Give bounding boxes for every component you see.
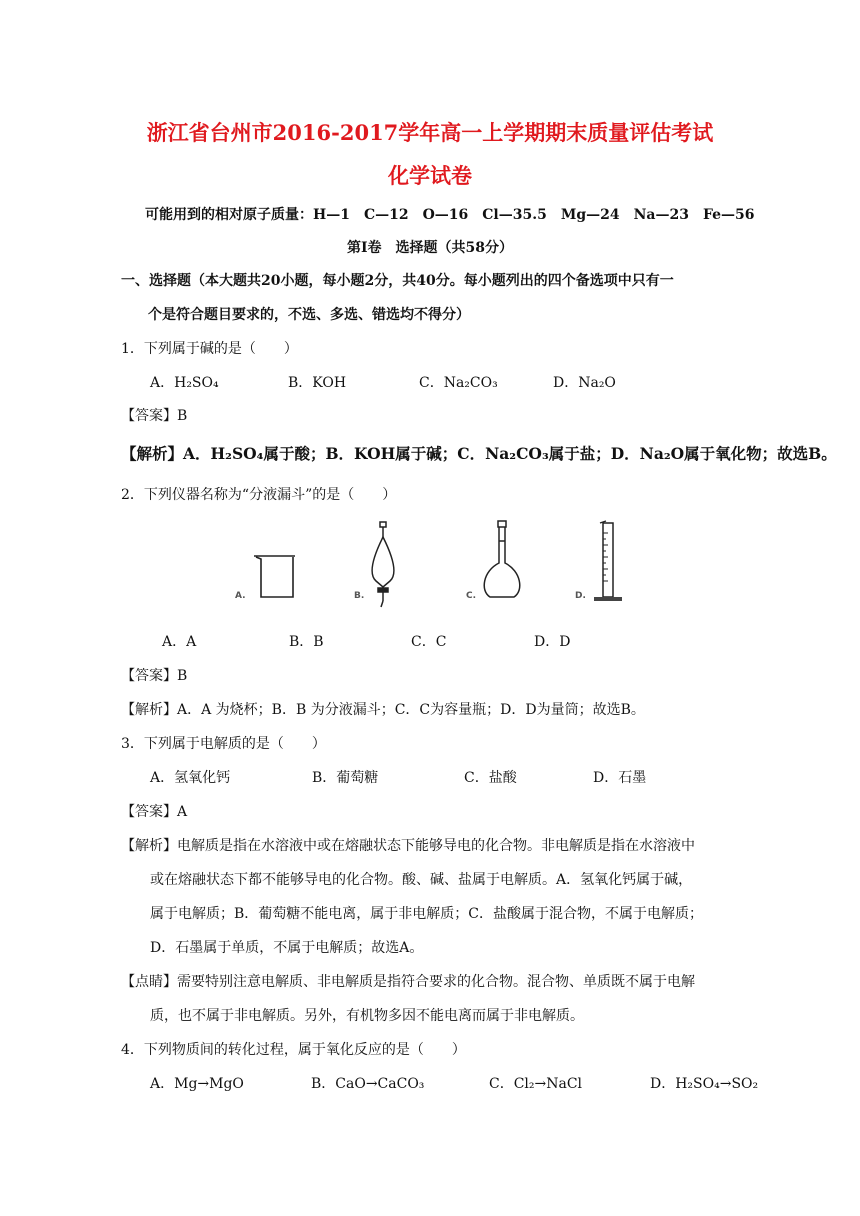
q4-option-c: C．Cl₂→NaCl (489, 1076, 583, 1092)
q3-stem: 3．下列属于电解质的是（ ） (121, 736, 326, 752)
q3-option-d: D．石墨 (593, 770, 647, 786)
q3-option-c: C．盐酸 (464, 770, 517, 786)
atomic-masses-line: 可能用到的相对原子质量：H—1 C—12 O—16 Cl—35.5 Mg—24 Na—23 Fe—56 (145, 207, 755, 223)
q4-option-a: A．Mg→MgO (150, 1076, 244, 1092)
exam-subtitle: 化学试卷 (388, 163, 472, 188)
q1-analysis-text: A．H₂SO₄属于酸；B．KOH属于碱；C．Na₂CO₃属于盐；D．Na₂O属于氧化物；故选B。 (183, 444, 837, 463)
figure-label-a: A. (235, 591, 246, 601)
q1-answer: 【答案】B (121, 408, 188, 424)
q1-option-c: C．Na₂CO₃ (419, 375, 498, 391)
q2-option-b: B．B (289, 634, 324, 650)
q4-option-d: D．H₂SO₄→SO₂ (650, 1076, 759, 1092)
figure-label-d: D. (575, 591, 586, 601)
separatory-funnel-icon (372, 522, 394, 607)
graduated-cylinder-icon (594, 521, 622, 601)
q4-option-b: B．CaO→CaCO₃ (311, 1076, 425, 1092)
q3-tip-line2: 质，也不属于非电解质。另外，有机物多因不能电离而属于非电解质。 (150, 1008, 584, 1024)
part-heading-line1: 一、选择题（本大题共20小题，每小题2分，共40分。每小题列出的四个备选项中只有一 (121, 273, 674, 289)
q2-option-a: A．A (162, 634, 197, 650)
section-heading: 第Ⅰ卷 选择题（共58分） (346, 240, 514, 256)
q2-option-c: C．C (411, 634, 447, 650)
lab-apparatus-figure (228, 519, 638, 609)
q3-answer: 【答案】A (121, 804, 188, 820)
q1-analysis-line (121, 442, 837, 464)
q3-analysis-line4: D．石墨属于单质，不属于电解质；故选A。 (150, 940, 424, 956)
q1-option-b: B．KOH (288, 375, 347, 391)
q3-option-a: A．氢氧化钙 (150, 770, 231, 786)
figure-label-b: B. (354, 591, 365, 601)
q2-option-d: D．D (534, 634, 571, 650)
q2-stem: 2．下列仪器名称为“分液漏斗”的是（ ） (121, 487, 397, 503)
q3-tip-line1: 【点睛】需要特别注意电解质、非电解质是指符合要求的化合物。混合物、单质既不属于电解 (121, 974, 695, 990)
q4-stem: 4．下列物质间的转化过程，属于氧化反应的是（ ） (121, 1042, 466, 1058)
q1-option-d: D．Na₂O (553, 375, 616, 391)
part-heading-line2: 个是符合题目要求的，不选、多选、错选均不得分） (148, 307, 470, 323)
q2-analysis: 【解析】A．A 为烧杯；B．B 为分液漏斗；C．C为容量瓶；D．D为量筒；故选B。 (121, 702, 645, 718)
q1-option-a: A．H₂SO₄ (150, 375, 219, 391)
q3-analysis-line3: 属于电解质；B．葡萄糖不能电离，属于非电解质；C．盐酸属于混合物，不属于电解质； (150, 906, 703, 922)
volumetric-flask-icon (484, 521, 520, 597)
exam-title: 浙江省台州市2016-2017学年高一上学期期末质量评估考试 (146, 120, 714, 145)
q3-option-b: B．葡萄糖 (312, 770, 379, 786)
q2-answer: 【答案】B (121, 668, 188, 684)
q1-analysis-tag: 【解析】 (121, 444, 184, 463)
figure-label-c: C. (466, 591, 477, 601)
q1-stem: 1．下列属于碱的是（ ） (121, 341, 298, 357)
beaker-icon (254, 556, 295, 597)
q3-analysis-line1: 【解析】电解质是指在水溶液中或在熔融状态下能够导电的化合物。非电解质是指在水溶液中 (121, 838, 695, 854)
q3-analysis-line2: 或在熔融状态下都不能够导电的化合物。酸、碱、盐属于电解质。A．氢氧化钙属于碱， (150, 872, 693, 888)
